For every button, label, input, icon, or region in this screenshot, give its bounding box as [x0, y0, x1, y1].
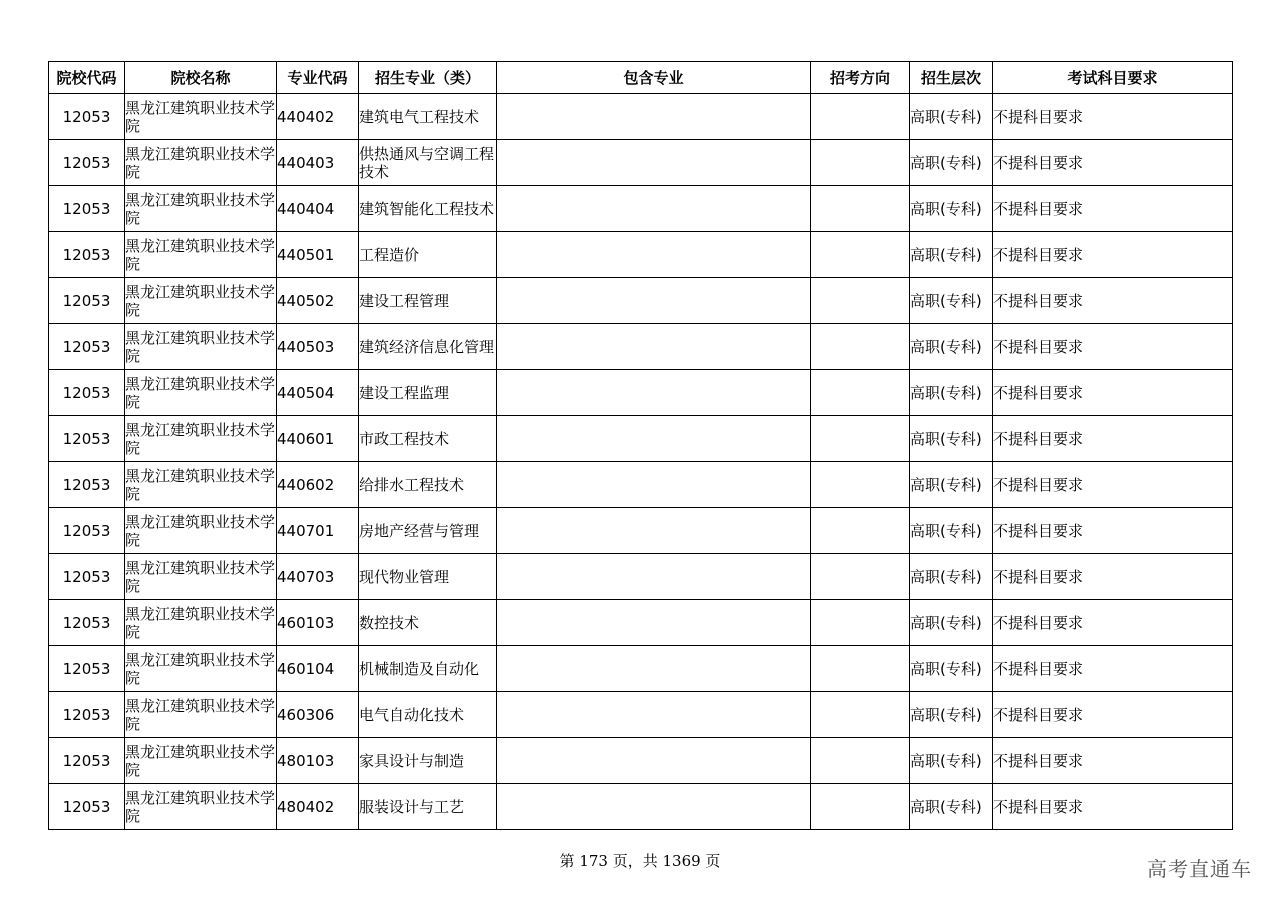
cell-included-majors — [497, 554, 811, 600]
cell-school-code: 12053 — [49, 232, 125, 278]
cell-level: 高职(专科) — [910, 370, 993, 416]
cell-school-code: 12053 — [49, 416, 125, 462]
cell-level: 高职(专科) — [910, 94, 993, 140]
cell-school-name: 黑龙江建筑职业技术学院 — [125, 784, 277, 830]
cell-level: 高职(专科) — [910, 692, 993, 738]
cell-major: 数控技术 — [359, 600, 497, 646]
cell-school-name: 黑龙江建筑职业技术学院 — [125, 186, 277, 232]
cell-major-code: 440701 — [277, 508, 359, 554]
header-major: 招生专业（类） — [359, 62, 497, 94]
cell-major-code: 440504 — [277, 370, 359, 416]
cell-level: 高职(专科) — [910, 462, 993, 508]
cell-major: 机械制造及自动化 — [359, 646, 497, 692]
cell-direction — [811, 462, 910, 508]
cell-major: 建筑电气工程技术 — [359, 94, 497, 140]
cell-school-name: 黑龙江建筑职业技术学院 — [125, 370, 277, 416]
cell-major: 房地产经营与管理 — [359, 508, 497, 554]
cell-level: 高职(专科) — [910, 278, 993, 324]
cell-direction — [811, 784, 910, 830]
cell-requirement: 不提科目要求 — [993, 692, 1233, 738]
cell-school-name: 黑龙江建筑职业技术学院 — [125, 554, 277, 600]
cell-major-code: 440503 — [277, 324, 359, 370]
cell-school-name: 黑龙江建筑职业技术学院 — [125, 232, 277, 278]
watermark-text: 高考直通车 — [1147, 857, 1252, 881]
cell-requirement: 不提科目要求 — [993, 278, 1233, 324]
cell-direction — [811, 646, 910, 692]
cell-level: 高职(专科) — [910, 646, 993, 692]
cell-included-majors — [497, 278, 811, 324]
cell-school-name: 黑龙江建筑职业技术学院 — [125, 94, 277, 140]
cell-school-name: 黑龙江建筑职业技术学院 — [125, 646, 277, 692]
cell-major-code: 480103 — [277, 738, 359, 784]
cell-school-name: 黑龙江建筑职业技术学院 — [125, 462, 277, 508]
table-row — [49, 370, 1233, 416]
table-row — [49, 462, 1233, 508]
cell-major-code: 440601 — [277, 416, 359, 462]
cell-school-code: 12053 — [49, 324, 125, 370]
table-row — [49, 278, 1233, 324]
cell-school-code: 12053 — [49, 554, 125, 600]
table-row — [49, 94, 1233, 140]
cell-major-code: 440703 — [277, 554, 359, 600]
cell-requirement: 不提科目要求 — [993, 140, 1233, 186]
cell-major-code: 480402 — [277, 784, 359, 830]
cell-direction — [811, 508, 910, 554]
cell-requirement: 不提科目要求 — [993, 600, 1233, 646]
cell-included-majors — [497, 646, 811, 692]
table-row — [49, 600, 1233, 646]
header-level: 招生层次 — [910, 62, 993, 94]
cell-major: 现代物业管理 — [359, 554, 497, 600]
cell-school-code: 12053 — [49, 738, 125, 784]
cell-included-majors — [497, 508, 811, 554]
table-row — [49, 738, 1233, 784]
cell-requirement: 不提科目要求 — [993, 554, 1233, 600]
cell-school-name: 黑龙江建筑职业技术学院 — [125, 692, 277, 738]
table-row — [49, 508, 1233, 554]
cell-school-code: 12053 — [49, 646, 125, 692]
header-requirement: 考试科目要求 — [993, 62, 1233, 94]
cell-major-code: 460103 — [277, 600, 359, 646]
table-row — [49, 140, 1233, 186]
cell-direction — [811, 94, 910, 140]
cell-requirement: 不提科目要求 — [993, 738, 1233, 784]
header-direction: 招考方向 — [811, 62, 910, 94]
cell-direction — [811, 324, 910, 370]
cell-included-majors — [497, 784, 811, 830]
cell-direction — [811, 278, 910, 324]
cell-direction — [811, 416, 910, 462]
cell-level: 高职(专科) — [910, 140, 993, 186]
table-row — [49, 554, 1233, 600]
header-school-code: 院校代码 — [49, 62, 125, 94]
cell-school-code: 12053 — [49, 784, 125, 830]
cell-direction — [811, 186, 910, 232]
cell-major: 工程造价 — [359, 232, 497, 278]
cell-major: 家具设计与制造 — [359, 738, 497, 784]
cell-major-code: 460104 — [277, 646, 359, 692]
header-included-majors: 包含专业 — [497, 62, 811, 94]
cell-included-majors — [497, 416, 811, 462]
table-row — [49, 232, 1233, 278]
cell-level: 高职(专科) — [910, 508, 993, 554]
cell-level: 高职(专科) — [910, 600, 993, 646]
cell-requirement: 不提科目要求 — [993, 186, 1233, 232]
cell-school-code: 12053 — [49, 186, 125, 232]
cell-requirement: 不提科目要求 — [993, 416, 1233, 462]
cell-direction — [811, 692, 910, 738]
table-body — [49, 94, 1233, 830]
table-row — [49, 692, 1233, 738]
cell-school-name: 黑龙江建筑职业技术学院 — [125, 140, 277, 186]
cell-included-majors — [497, 462, 811, 508]
cell-included-majors — [497, 94, 811, 140]
cell-major-code: 440502 — [277, 278, 359, 324]
cell-school-name: 黑龙江建筑职业技术学院 — [125, 508, 277, 554]
cell-requirement: 不提科目要求 — [993, 508, 1233, 554]
cell-included-majors — [497, 324, 811, 370]
cell-major: 供热通风与空调工程技术 — [359, 140, 497, 186]
cell-major-code: 460306 — [277, 692, 359, 738]
header-school-name: 院校名称 — [125, 62, 277, 94]
cell-direction — [811, 600, 910, 646]
cell-major: 服装设计与工艺 — [359, 784, 497, 830]
cell-direction — [811, 370, 910, 416]
cell-major: 建筑智能化工程技术 — [359, 186, 497, 232]
cell-level: 高职(专科) — [910, 416, 993, 462]
cell-direction — [811, 140, 910, 186]
cell-requirement: 不提科目要求 — [993, 94, 1233, 140]
cell-school-code: 12053 — [49, 140, 125, 186]
cell-direction — [811, 232, 910, 278]
cell-level: 高职(专科) — [910, 324, 993, 370]
cell-major: 建设工程管理 — [359, 278, 497, 324]
cell-included-majors — [497, 692, 811, 738]
cell-school-name: 黑龙江建筑职业技术学院 — [125, 278, 277, 324]
table-row — [49, 416, 1233, 462]
cell-major: 给排水工程技术 — [359, 462, 497, 508]
cell-major-code: 440404 — [277, 186, 359, 232]
cell-school-name: 黑龙江建筑职业技术学院 — [125, 738, 277, 784]
cell-included-majors — [497, 140, 811, 186]
cell-major: 建设工程监理 — [359, 370, 497, 416]
cell-major: 市政工程技术 — [359, 416, 497, 462]
cell-school-name: 黑龙江建筑职业技术学院 — [125, 324, 277, 370]
table-row — [49, 646, 1233, 692]
cell-requirement: 不提科目要求 — [993, 370, 1233, 416]
cell-requirement: 不提科目要求 — [993, 462, 1233, 508]
cell-school-code: 12053 — [49, 462, 125, 508]
cell-school-code: 12053 — [49, 370, 125, 416]
cell-school-code: 12053 — [49, 692, 125, 738]
cell-major: 电气自动化技术 — [359, 692, 497, 738]
cell-school-name: 黑龙江建筑职业技术学院 — [125, 416, 277, 462]
cell-included-majors — [497, 232, 811, 278]
table-row — [49, 784, 1233, 830]
cell-major: 建筑经济信息化管理 — [359, 324, 497, 370]
page-number: 第 173 页，共 1369 页 — [559, 852, 721, 870]
cell-direction — [811, 554, 910, 600]
cell-included-majors — [497, 370, 811, 416]
table-row — [49, 324, 1233, 370]
cell-requirement: 不提科目要求 — [993, 232, 1233, 278]
cell-included-majors — [497, 600, 811, 646]
cell-level: 高职(专科) — [910, 738, 993, 784]
cell-requirement: 不提科目要求 — [993, 324, 1233, 370]
cell-major-code: 440403 — [277, 140, 359, 186]
cell-requirement: 不提科目要求 — [993, 646, 1233, 692]
cell-level: 高职(专科) — [910, 232, 993, 278]
cell-level: 高职(专科) — [910, 186, 993, 232]
cell-major-code: 440602 — [277, 462, 359, 508]
cell-school-code: 12053 — [49, 94, 125, 140]
cell-requirement: 不提科目要求 — [993, 784, 1233, 830]
header-row — [49, 62, 1233, 94]
header-major-code: 专业代码 — [277, 62, 359, 94]
cell-level: 高职(专科) — [910, 554, 993, 600]
cell-school-code: 12053 — [49, 508, 125, 554]
cell-included-majors — [497, 186, 811, 232]
admissions-table — [48, 61, 1233, 830]
cell-school-code: 12053 — [49, 278, 125, 324]
table-row — [49, 186, 1233, 232]
cell-level: 高职(专科) — [910, 784, 993, 830]
cell-school-code: 12053 — [49, 600, 125, 646]
cell-included-majors — [497, 738, 811, 784]
cell-school-name: 黑龙江建筑职业技术学院 — [125, 600, 277, 646]
cell-major-code: 440402 — [277, 94, 359, 140]
cell-direction — [811, 738, 910, 784]
cell-major-code: 440501 — [277, 232, 359, 278]
